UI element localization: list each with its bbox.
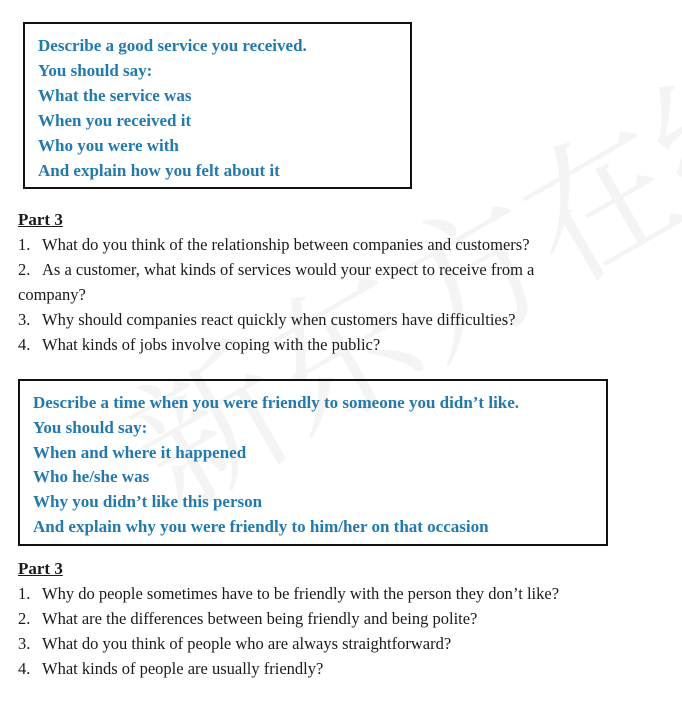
question-number: 3. [18, 310, 31, 329]
cue-card-2-prompt: You should say: [33, 418, 148, 437]
cue-card-2-point: And explain why you were friendly to him/her on that occasion [33, 517, 489, 536]
question-number: 4. [18, 659, 31, 678]
part-3-heading: Part 3 [18, 210, 63, 229]
question-text: As a customer, what kinds of services would your expect to receive from a [42, 260, 535, 279]
question-item [18, 235, 530, 255]
question-text: Why should companies react quickly when customers have difficulties? [42, 310, 516, 329]
question-text: Why do people sometimes have to be friendly with the person they don’t like? [42, 584, 560, 603]
question-item [18, 584, 559, 604]
cue-card-1-topic: Describe a good service you received. [38, 36, 307, 55]
question-number: 2. [18, 260, 31, 279]
cue-card-2-point: Who he/she was [33, 467, 150, 486]
cue-card-1-point: Who you were with [38, 136, 179, 155]
cue-card-2-point: When and where it happened [33, 443, 247, 462]
cue-card-good-service [23, 22, 412, 189]
question-item [18, 335, 380, 355]
cue-card-1-point: What the service was [38, 86, 192, 105]
part-3-heading: Part 3 [18, 559, 63, 578]
question-item [18, 634, 451, 654]
question-item [18, 609, 477, 629]
cue-card-1-point: When you received it [38, 111, 192, 130]
question-text: What do you think of people who are always straightforward? [42, 634, 452, 653]
question-text: What kinds of people are usually friendly? [42, 659, 324, 678]
question-text: What are the differences between being friendly and being polite? [42, 609, 478, 628]
cue-card-2-topic: Describe a time when you were friendly to someone you didn’t like. [33, 393, 520, 412]
cue-card-friendly [18, 379, 608, 546]
question-number: 3. [18, 634, 31, 653]
question-item [18, 659, 323, 679]
question-number: 1. [18, 235, 31, 254]
cue-card-1-prompt: You should say: [38, 61, 153, 80]
cue-card-1-point: And explain how you felt about it [38, 161, 280, 180]
question-item [18, 260, 534, 280]
question-number: 1. [18, 584, 31, 603]
question-number: 2. [18, 609, 31, 628]
question-item [18, 310, 515, 330]
question-text: What do you think of the relationship between companies and customers? [42, 235, 530, 254]
cue-card-2-point: Why you didn’t like this person [33, 492, 263, 511]
question-text: What kinds of jobs involve coping with the public? [42, 335, 381, 354]
question-continuation: company? [18, 285, 86, 304]
question-number: 4. [18, 335, 31, 354]
